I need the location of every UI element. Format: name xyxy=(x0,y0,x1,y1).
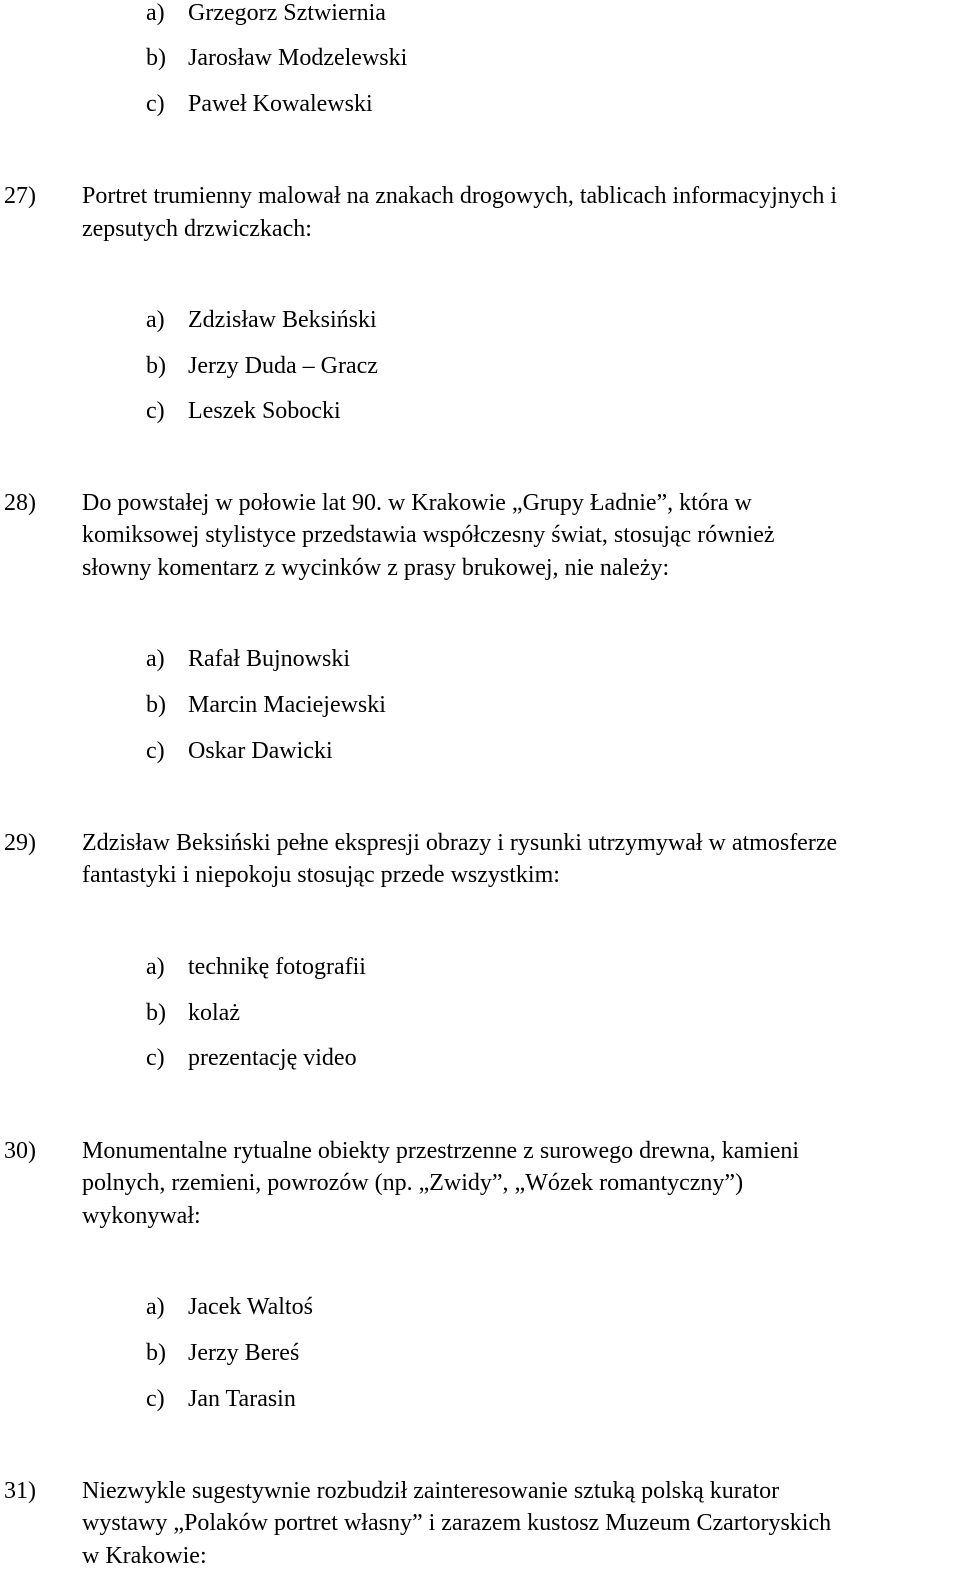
option-text: Leszek Sobocki xyxy=(188,398,341,424)
question-text: komiksowej stylistyce przedstawia współczesny świat, stosując również xyxy=(82,522,775,548)
question-text: wystawy „Polaków portret własny” i zarazem kustosz Muzeum Czartoryskich xyxy=(82,1510,832,1536)
question-number: 27) xyxy=(4,183,36,209)
option-text: Oskar Dawicki xyxy=(188,738,333,764)
question-text: słowny komentarz z wycinków z prasy brukowej, nie należy: xyxy=(82,555,670,581)
option-text: Paweł Kowalewski xyxy=(188,91,373,117)
question-number: 29) xyxy=(4,830,36,856)
option-label: a) xyxy=(146,646,165,672)
option-label: c) xyxy=(146,398,165,424)
question-text: Do powstałej w połowie lat 90. w Krakowie „Grupy Ładnie”, która w xyxy=(82,490,752,516)
option-text: Jerzy Duda – Gracz xyxy=(188,353,378,379)
option-text: Zdzisław Beksiński xyxy=(188,307,377,333)
option-label: b) xyxy=(146,353,166,379)
option-label: b) xyxy=(146,45,166,71)
question-text: w Krakowie: xyxy=(82,1543,207,1569)
option-label: c) xyxy=(146,1386,165,1412)
question-number: 28) xyxy=(4,490,36,516)
question-text: polnych, rzemieni, powrozów (np. „Zwidy”, „Wózek romantyczny”) xyxy=(82,1170,744,1196)
option-text: Jarosław Modzelewski xyxy=(188,45,408,71)
question-text: Zdzisław Beksiński pełne ekspresji obrazy i rysunki utrzymywał w atmosferze xyxy=(82,830,838,856)
option-label: a) xyxy=(146,307,165,333)
option-text: Jerzy Bereś xyxy=(188,1340,300,1366)
question-number: 31) xyxy=(4,1478,36,1504)
option-text: kolaż xyxy=(188,1000,240,1026)
question-text: fantastyki i niepokoju stosując przede wszystkim: xyxy=(82,862,560,888)
option-text: Jacek Waltoś xyxy=(188,1294,313,1320)
option-label: c) xyxy=(146,738,165,764)
option-text: Grzegorz Sztwiernia xyxy=(188,0,386,26)
option-label: a) xyxy=(146,1294,165,1320)
question-text: Monumentalne rytualne obiekty przestrzenne z surowego drewna, kamieni xyxy=(82,1138,800,1164)
question-text: wykonywał: xyxy=(82,1203,201,1229)
option-label: b) xyxy=(146,1340,166,1366)
question-text: zepsutych drzwiczkach: xyxy=(82,216,312,242)
option-text: prezentację video xyxy=(188,1045,357,1071)
option-text: Jan Tarasin xyxy=(188,1386,296,1412)
option-text: technikę fotografii xyxy=(188,954,366,980)
option-label: b) xyxy=(146,1000,166,1026)
question-text: Portret trumienny malował na znakach drogowych, tablicach informacyjnych i xyxy=(82,183,838,209)
option-label: c) xyxy=(146,91,165,117)
option-label: b) xyxy=(146,692,166,718)
option-label: c) xyxy=(146,1045,165,1071)
option-text: Marcin Maciejewski xyxy=(188,692,386,718)
option-label: a) xyxy=(146,954,165,980)
question-text: Niezwykle sugestywnie rozbudził zainteresowanie sztuką polską kurator xyxy=(82,1478,780,1504)
option-label: a) xyxy=(146,0,165,26)
question-number: 30) xyxy=(4,1138,36,1164)
option-text: Rafał Bujnowski xyxy=(188,646,350,672)
